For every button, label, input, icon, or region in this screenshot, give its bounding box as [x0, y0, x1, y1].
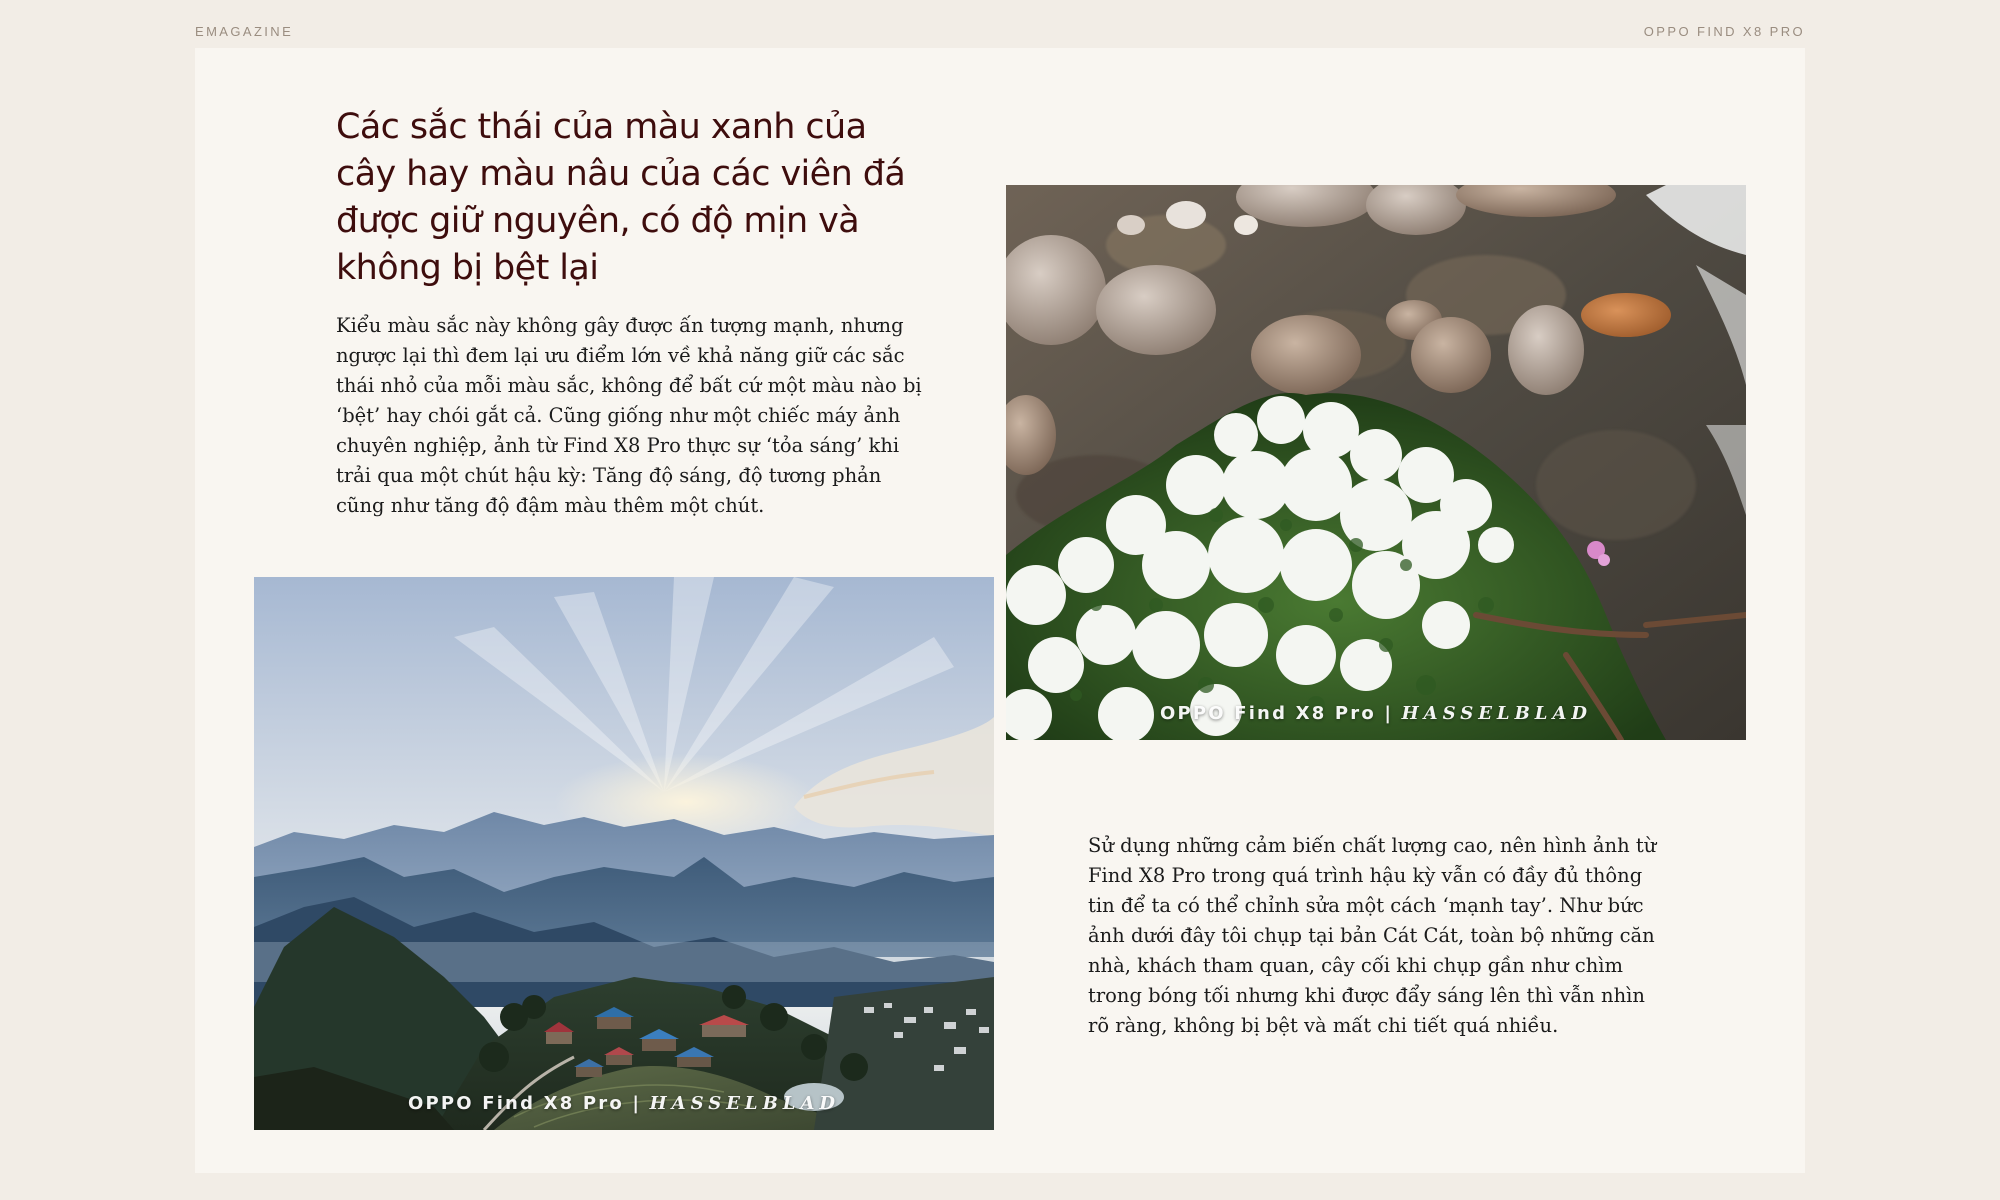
flowers-stream-image: [1006, 185, 1746, 740]
magazine-section-label: EMAGAZINE: [195, 24, 294, 39]
hasselblad-logo: HASSELBLAD: [1401, 703, 1593, 724]
article-paragraph-1: Kiểu màu sắc này không gây được ấn tượng mạnh, nhưng ngược lại thì đem lại ưu điểm lớn về khả năng giữ các sắc thái nhỏ của mỗi màu sắc, không để bất cứ một màu nào bị ‘bệt’ hay chói gắt cả. Cũng giống như một chiếc máy ảnh chuyên nghiệp, ảnh từ Find X8 Pro thực sự ‘tỏa sáng’ khi trải qua một chút hậu kỳ: Tăng độ sáng, độ tương phản cũng như tăng độ đậm màu thêm một chút.: [336, 314, 922, 517]
article-paragraph-2: Sử dụng những cảm biến chất lượng cao, nên hình ảnh từ Find X8 Pro trong quá trình hậu kỳ vẫn có đầy đủ thông tin để ta có thể chỉnh sửa một cách ‘mạnh tay’. Như bức ảnh dưới đây tôi chụp tại bản Cát Cát, toàn bộ những căn nhà, khách tham quan, cây cối khi chụp gần như chìm trong bóng tối nhưng khi được đẩy sáng lên thì vẫn nhìn rõ ràng, không bị bệt và mất chi tiết quá nhiều.: [1088, 834, 1657, 1037]
mountain-valley-photo: [254, 577, 994, 1130]
product-label: OPPO FIND X8 PRO: [1643, 24, 1805, 39]
article-headline: Các sắc thái của màu xanh của cây hay màu nâu của các viên đá được giữ nguyên, có độ mịn và không bị bệt lại: [336, 107, 906, 288]
photo-watermark: [1006, 703, 1746, 724]
flowers-stream-photo: [1006, 185, 1746, 740]
photo-watermark: [254, 1093, 994, 1114]
hasselblad-logo: HASSELBLAD: [649, 1093, 841, 1114]
article-card: [195, 48, 1805, 1173]
watermark-model-text: OPPO Find X8 Pro |: [407, 1093, 650, 1114]
watermark-model-text: OPPO Find X8 Pro |: [1159, 703, 1402, 724]
mountain-valley-image: [254, 577, 994, 1130]
